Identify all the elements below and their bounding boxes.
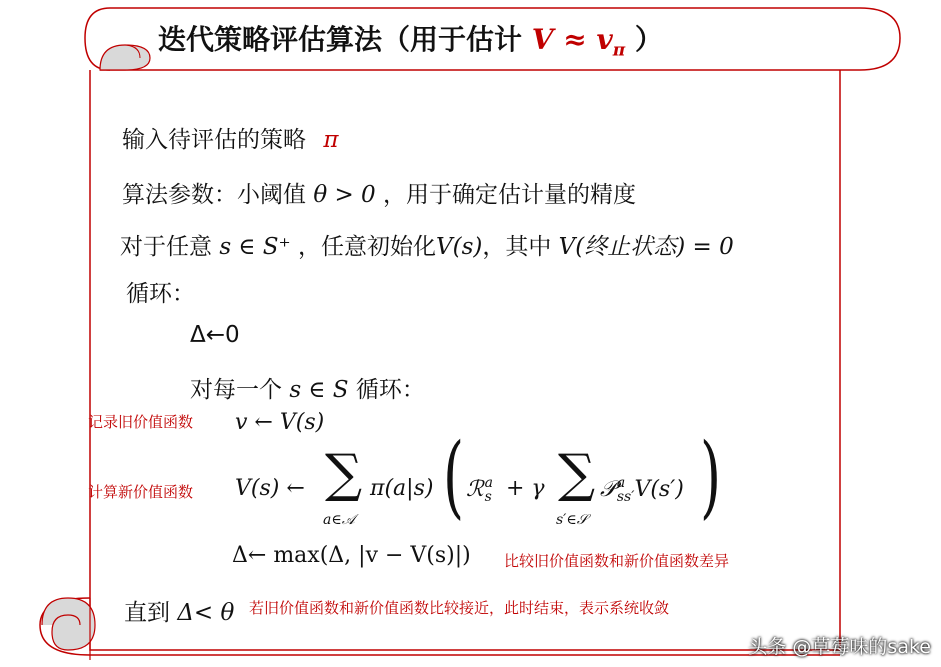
loop-line: 循环： (126, 281, 195, 307)
update-note: 计算新价值函数 (88, 483, 194, 501)
input-policy-symbol: π (323, 127, 339, 153)
reward-sup: a (484, 475, 493, 491)
init-state-set: s ∈ S⁺ (219, 234, 291, 260)
next-value: V(s′) (634, 477, 684, 502)
until-line (124, 594, 234, 627)
init-line (120, 228, 734, 261)
until-condition: Δ< θ (177, 600, 235, 626)
watermark: 头条 @草莓味的sake (748, 636, 931, 658)
until-note: 若旧价值函数和新价值函数比较接近，此时结束，表示系统收敛 (249, 599, 670, 617)
init-value-fn: V(s) (435, 234, 483, 260)
sum-symbol-2: ∑ (558, 444, 596, 504)
for-each-rest: 循环： (355, 377, 425, 403)
transition-term (600, 476, 684, 504)
for-each-set: s ∈ S (289, 377, 349, 403)
transition-sub: ss′ (616, 489, 635, 505)
init-mid2: ，其中 (482, 234, 552, 260)
init-terminal: V(终止状态) = 0 (558, 234, 734, 260)
reward-term (466, 476, 493, 504)
transition-sup: a (616, 475, 626, 491)
params-rest: ，用于确定估计量的精度 (383, 182, 636, 208)
left-paren: ( (443, 424, 465, 529)
sum-symbol-1: ∑ (325, 444, 363, 504)
title-math-sub: π (612, 40, 626, 61)
delta-init-line: Δ←0 (190, 322, 240, 348)
reward-symbol: ℛ (466, 477, 484, 502)
title-text: 迭代策略评估算法（用于估计 (158, 23, 523, 56)
sum-sub-2: s′∈𝒮 (556, 512, 588, 528)
title-math: V ≈ v (531, 23, 613, 56)
params-threshold: θ > 0 (313, 182, 376, 208)
input-text: 输入待评估的策略 (122, 127, 306, 153)
delta-update-note: 比较旧价值函数和新价值函数差异 (504, 552, 730, 570)
for-each-text: 对每一个 (190, 377, 282, 403)
page-title (158, 18, 663, 61)
right-paren: ) (700, 424, 722, 529)
save-note: 记录旧价值函数 (88, 413, 194, 431)
params-line (122, 176, 636, 209)
save-formula: v ← V(s) (235, 410, 325, 435)
policy-term: π(a|s) (370, 476, 434, 501)
for-each-line (190, 371, 425, 404)
init-mid: ，任意初始化 (297, 234, 436, 260)
input-line (122, 121, 338, 154)
gamma-term: + γ (506, 476, 545, 501)
init-text: 对于任意 (120, 234, 212, 260)
title-close: ） (634, 23, 663, 56)
delta-update-formula: Δ← max(Δ, |v − V(s)|) (232, 543, 471, 568)
until-text: 直到 (124, 600, 170, 626)
transition-symbol: 𝒫 (600, 477, 616, 502)
reward-sub: s (484, 489, 492, 505)
params-text: 算法参数：小阈值 (122, 182, 306, 208)
sum-sub-1: a∈𝒜 (323, 512, 355, 528)
update-lhs: V(s) ← (235, 476, 305, 501)
